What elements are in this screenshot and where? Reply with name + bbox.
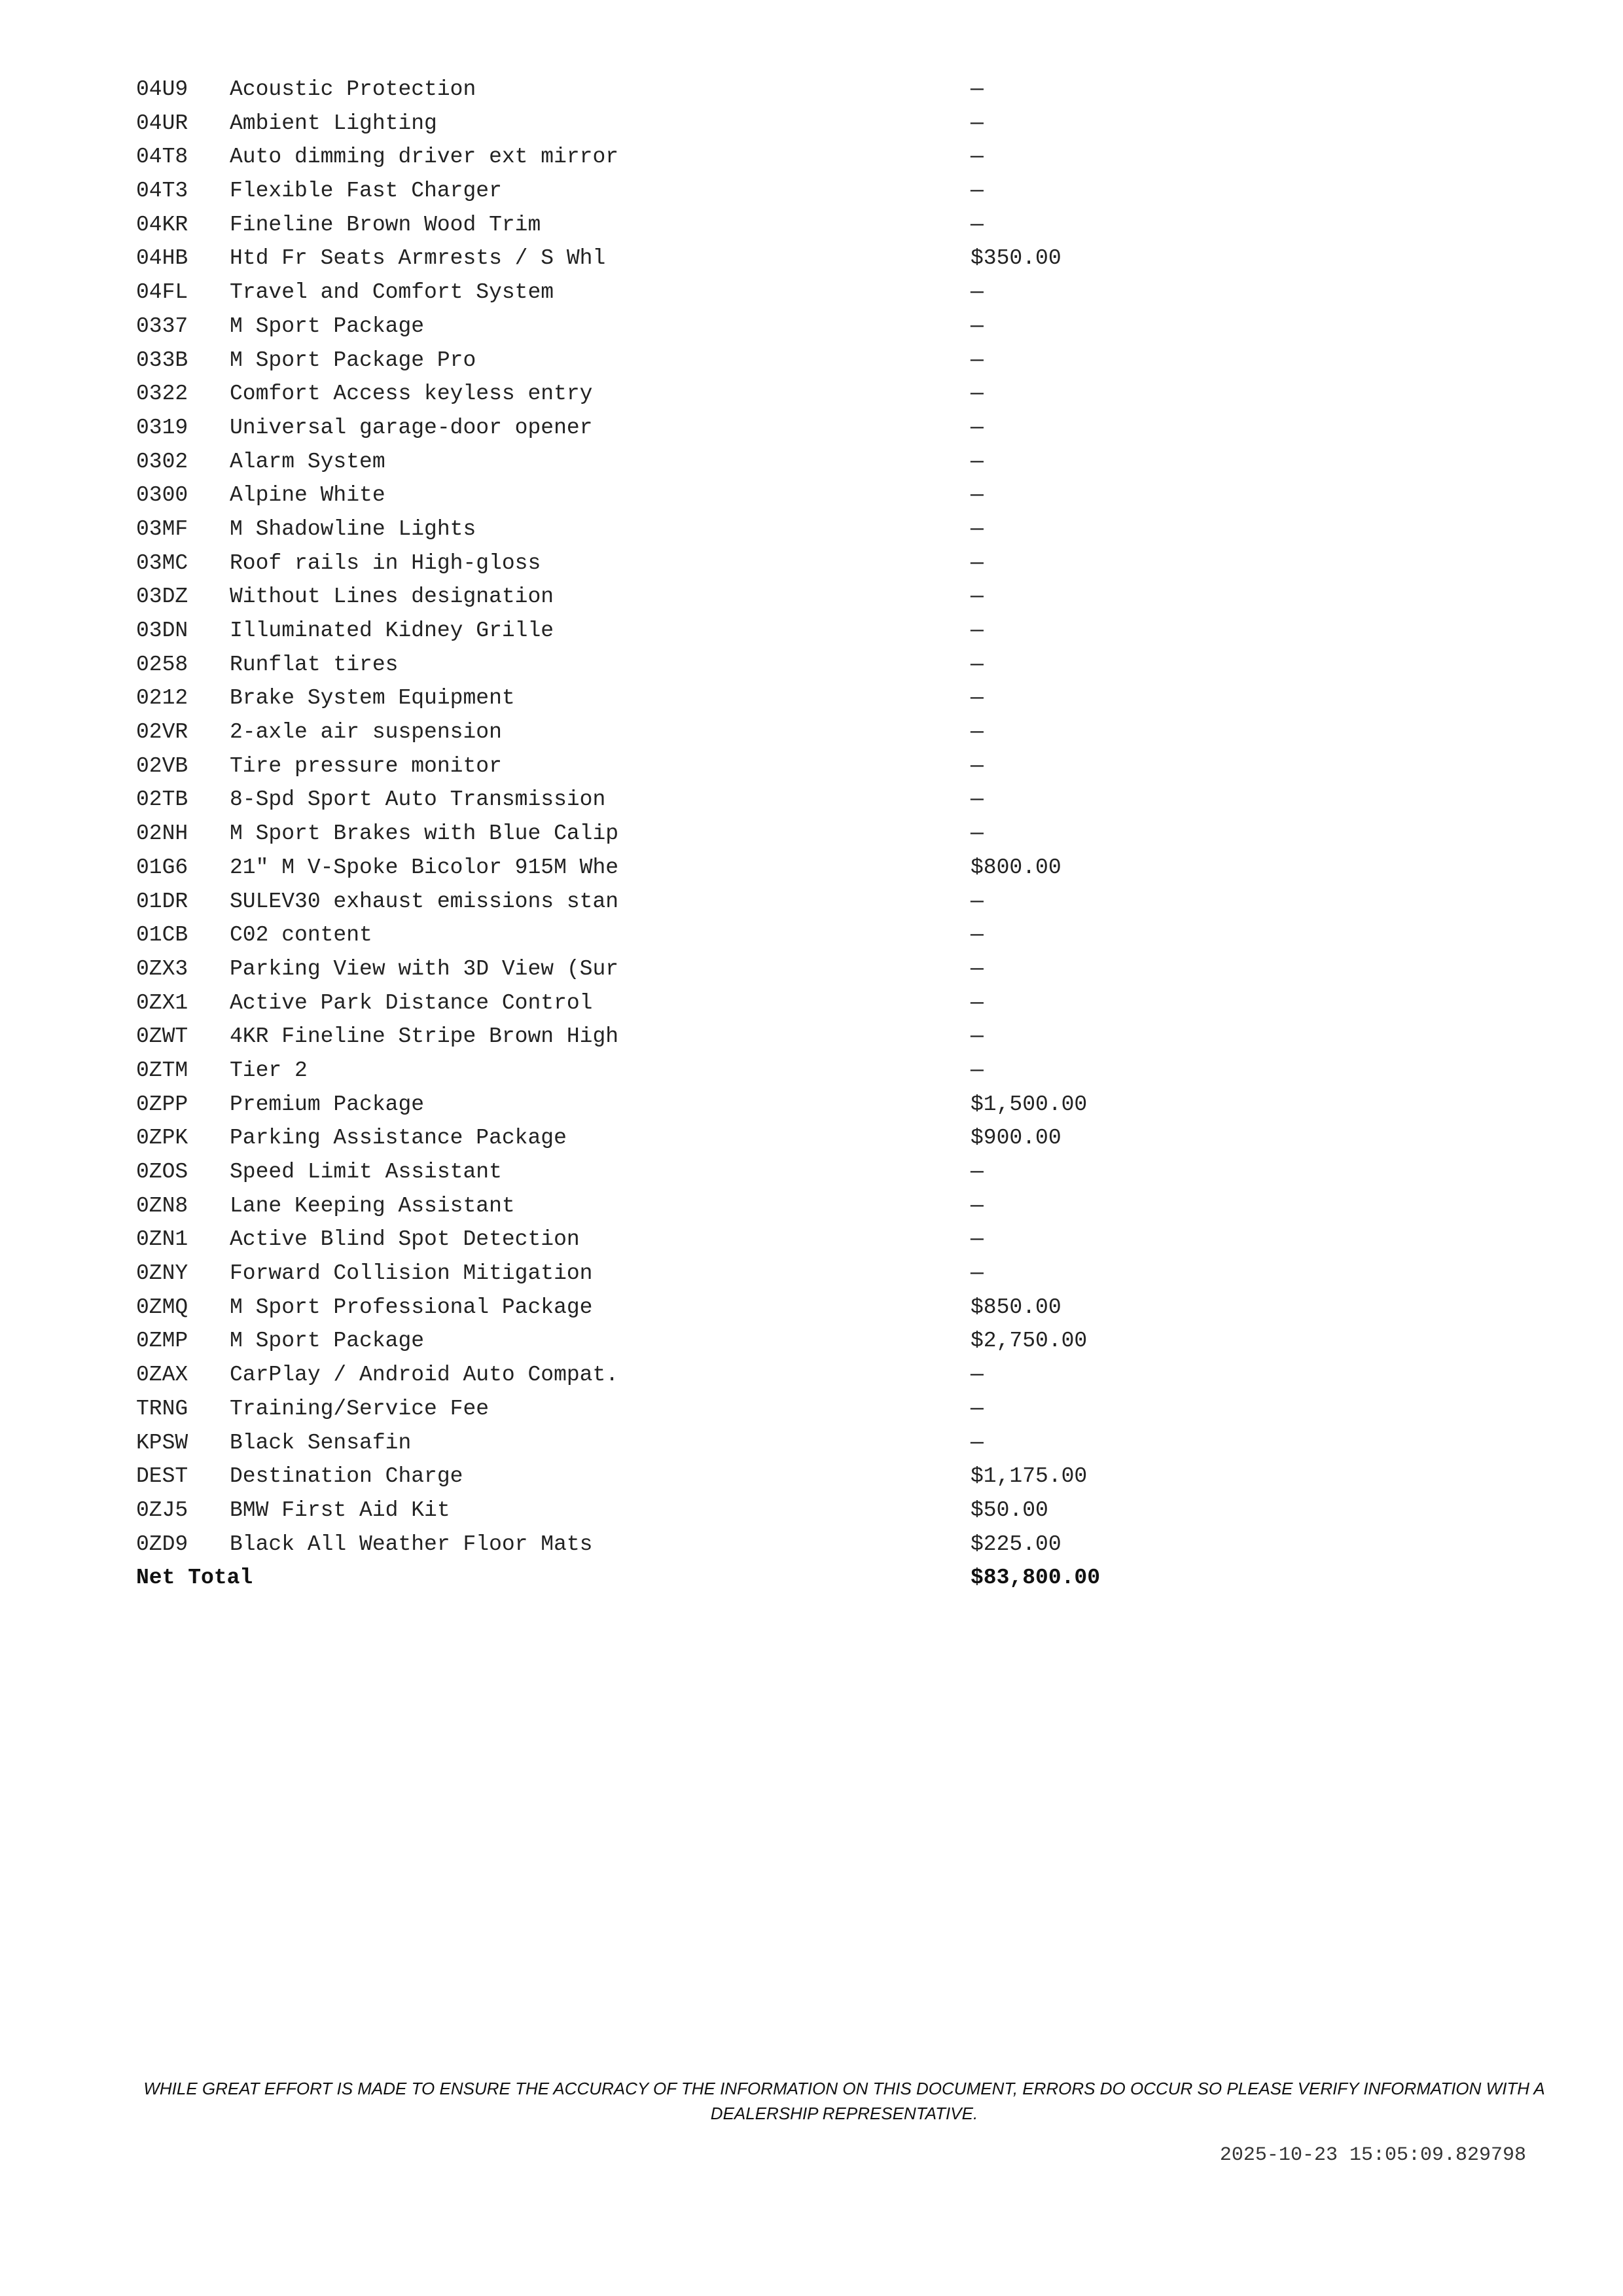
option-code: 02TB [136,787,188,812]
option-code: 0212 [136,686,188,711]
option-row [136,547,1157,581]
option-row [136,1122,1157,1156]
print-timestamp: 2025-10-23 15:05:09.829798 [1219,2144,1526,2166]
option-price: — [971,77,984,101]
option-description: SULEV30 exhaust emissions stan [230,889,619,914]
option-description: Active Blind Spot Detection [230,1227,580,1252]
option-price: — [971,821,984,846]
option-description: M Shadowline Lights [230,516,476,541]
option-description: Training/Service Fee [230,1396,490,1421]
option-description: Runflat tires [230,652,399,677]
option-code: 0ZN8 [136,1193,188,1218]
option-code: 0ZX1 [136,990,188,1015]
option-price: — [971,1024,984,1049]
option-row [136,649,1157,683]
option-price: $2,750.00 [971,1329,1088,1354]
option-row [136,1020,1157,1054]
option-price: — [971,280,984,305]
option-code: 0319 [136,415,188,440]
option-row [136,852,1157,886]
option-price: — [971,652,984,677]
option-description: 4KR Fineline Stripe Brown High [230,1024,619,1049]
option-description: Alpine White [230,483,385,508]
option-price: — [971,111,984,135]
option-row [136,750,1157,784]
option-code: 0ZN1 [136,1227,188,1252]
option-row [136,209,1157,243]
option-description: Ambient Lighting [230,111,437,135]
option-price: — [971,619,984,643]
option-description: M Sport Package [230,314,425,338]
option-description: Forward Collision Mitigation [230,1261,593,1286]
option-description: Htd Fr Seats Armrests / S Whl [230,246,606,271]
option-price: — [971,1193,984,1218]
option-row [136,412,1157,446]
option-description: Alarm System [230,449,385,474]
option-price: — [971,212,984,237]
option-description: 2-axle air suspension [230,720,502,745]
option-row [136,1460,1157,1494]
option-code: 0ZAX [136,1363,188,1388]
option-code: 033B [136,348,188,372]
option-price: — [971,1261,984,1286]
option-description: Speed Limit Assistant [230,1160,502,1184]
option-description: Active Park Distance Control [230,990,593,1015]
option-row [136,73,1157,107]
option-code: 01CB [136,923,188,948]
option-row [136,141,1157,175]
option-row [136,886,1157,920]
option-price: — [971,686,984,711]
option-code: 0300 [136,483,188,508]
option-row [136,1325,1157,1359]
option-description: Parking View with 3D View (Sur [230,956,619,981]
option-description: Premium Package [230,1092,425,1117]
option-price: — [971,990,984,1015]
option-price: — [971,1363,984,1388]
option-row [136,1427,1157,1461]
option-description: Lane Keeping Assistant [230,1193,515,1218]
option-row [136,783,1157,817]
option-price: — [971,382,984,406]
option-price: — [971,1058,984,1083]
option-price: — [971,584,984,609]
option-code: 0ZPK [136,1126,188,1151]
option-row [136,446,1157,480]
option-price: $225.00 [971,1532,1061,1556]
option-description: Without Lines designation [230,584,554,609]
option-row [136,1088,1157,1122]
option-row [136,242,1157,276]
option-description: Auto dimming driver ext mirror [230,145,619,170]
option-code: 0ZMP [136,1329,188,1354]
option-row [136,479,1157,513]
option-description: C02 content [230,923,372,948]
option-price: — [971,145,984,170]
option-price: $50.00 [971,1498,1048,1522]
option-description: M Sport Professional Package [230,1295,593,1319]
option-description: M Sport Brakes with Blue Calip [230,821,619,846]
option-code: 0337 [136,314,188,338]
option-description: Travel and Comfort System [230,280,554,305]
option-price: — [971,956,984,981]
option-price: — [971,179,984,204]
net-total-label: Net Total [136,1566,253,1590]
option-row [136,1393,1157,1427]
option-row [136,1190,1157,1224]
option-description: Universal garage-door opener [230,415,593,440]
option-price: $1,500.00 [971,1092,1088,1117]
option-description: M Sport Package Pro [230,348,476,372]
option-code: 04T3 [136,179,188,204]
option-row [136,817,1157,852]
option-code: DEST [136,1464,188,1489]
option-code: 0ZTM [136,1058,188,1083]
option-row [136,310,1157,344]
option-row [136,1528,1157,1562]
option-row [136,175,1157,209]
option-code: 04U9 [136,77,188,101]
option-price: — [971,720,984,745]
option-code: 01DR [136,889,188,914]
option-description: Brake System Equipment [230,686,515,711]
option-price: — [971,923,984,948]
option-row [136,378,1157,412]
option-price: — [971,787,984,812]
net-total-row [136,1562,1157,1596]
option-row [136,581,1157,615]
option-description: 8-Spd Sport Auto Transmission [230,787,606,812]
option-description: Comfort Access keyless entry [230,382,593,406]
option-description: Roof rails in High-gloss [230,550,541,575]
option-row [136,1257,1157,1291]
option-code: 0322 [136,382,188,406]
option-row [136,953,1157,987]
option-code: 02VB [136,753,188,778]
option-row [136,513,1157,547]
option-price: $800.00 [971,855,1061,880]
option-description: Black All Weather Floor Mats [230,1532,593,1556]
option-price: — [971,483,984,508]
option-row [136,1054,1157,1088]
option-code: 0302 [136,449,188,474]
option-code: 04KR [136,212,188,237]
option-description: Tier 2 [230,1058,308,1083]
option-description: Flexible Fast Charger [230,179,502,204]
option-price: — [971,1227,984,1252]
option-description: Destination Charge [230,1464,463,1489]
option-description: Acoustic Protection [230,77,476,101]
option-code: 0ZX3 [136,956,188,981]
option-row [136,682,1157,716]
option-code: 03DZ [136,584,188,609]
option-code: 04T8 [136,145,188,170]
option-code: 0ZNY [136,1261,188,1286]
option-price: — [971,516,984,541]
disclaimer-text: WHILE GREAT EFFORT IS MADE TO ENSURE THE ACCURACY OF THE INFORMATION ON THIS DOCUMENT, ERRORS DO OCCUR SO PLEASE VERIFY INFORMATION WITH A DEALERSHIP REPRESENTATIVE. [143,2079,1545,2123]
option-row [136,1291,1157,1325]
option-code: 04UR [136,111,188,135]
option-price: $850.00 [971,1295,1061,1319]
option-code: 04HB [136,246,188,271]
option-code: 0ZWT [136,1024,188,1049]
option-price: — [971,753,984,778]
net-total-value: $83,800.00 [971,1566,1101,1590]
option-price: $1,175.00 [971,1464,1088,1489]
option-code: 03MF [136,516,188,541]
option-price: — [971,1160,984,1184]
option-row [136,1223,1157,1257]
option-description: 21" M V-Spoke Bicolor 915M Whe [230,855,619,880]
option-row [136,615,1157,649]
option-code: 0ZPP [136,1092,188,1117]
option-code: TRNG [136,1396,188,1421]
option-description: CarPlay / Android Auto Compat. [230,1363,619,1388]
option-price: — [971,314,984,338]
option-price: $900.00 [971,1126,1061,1151]
option-description: Tire pressure monitor [230,753,502,778]
option-row [136,1359,1157,1393]
option-row [136,1156,1157,1190]
option-code: 02NH [136,821,188,846]
option-code: 0ZD9 [136,1532,188,1556]
option-code: 04FL [136,280,188,305]
option-code: 0ZOS [136,1160,188,1184]
option-row [136,1494,1157,1528]
option-row [136,107,1157,141]
option-description: Fineline Brown Wood Trim [230,212,541,237]
option-code: KPSW [136,1430,188,1455]
option-row [136,919,1157,953]
option-description: Illuminated Kidney Grille [230,619,554,643]
option-description: Parking Assistance Package [230,1126,567,1151]
option-description: Black Sensafin [230,1430,412,1455]
option-price: — [971,1396,984,1421]
option-code: 01G6 [136,855,188,880]
option-price: $350.00 [971,246,1061,271]
option-description: M Sport Package [230,1329,425,1354]
option-price: — [971,1430,984,1455]
option-price: — [971,348,984,372]
option-price: — [971,889,984,914]
option-code: 02VR [136,720,188,745]
option-description: BMW First Aid Kit [230,1498,450,1522]
option-code: 03DN [136,619,188,643]
option-price: — [971,415,984,440]
option-row [136,716,1157,750]
option-code: 03MC [136,550,188,575]
option-price: — [971,449,984,474]
option-code: 0258 [136,652,188,677]
option-row [136,987,1157,1021]
option-code: 0ZMQ [136,1295,188,1319]
option-code: 0ZJ5 [136,1498,188,1522]
option-price: — [971,550,984,575]
option-row [136,344,1157,378]
option-row [136,276,1157,310]
options-list [136,73,1157,1596]
